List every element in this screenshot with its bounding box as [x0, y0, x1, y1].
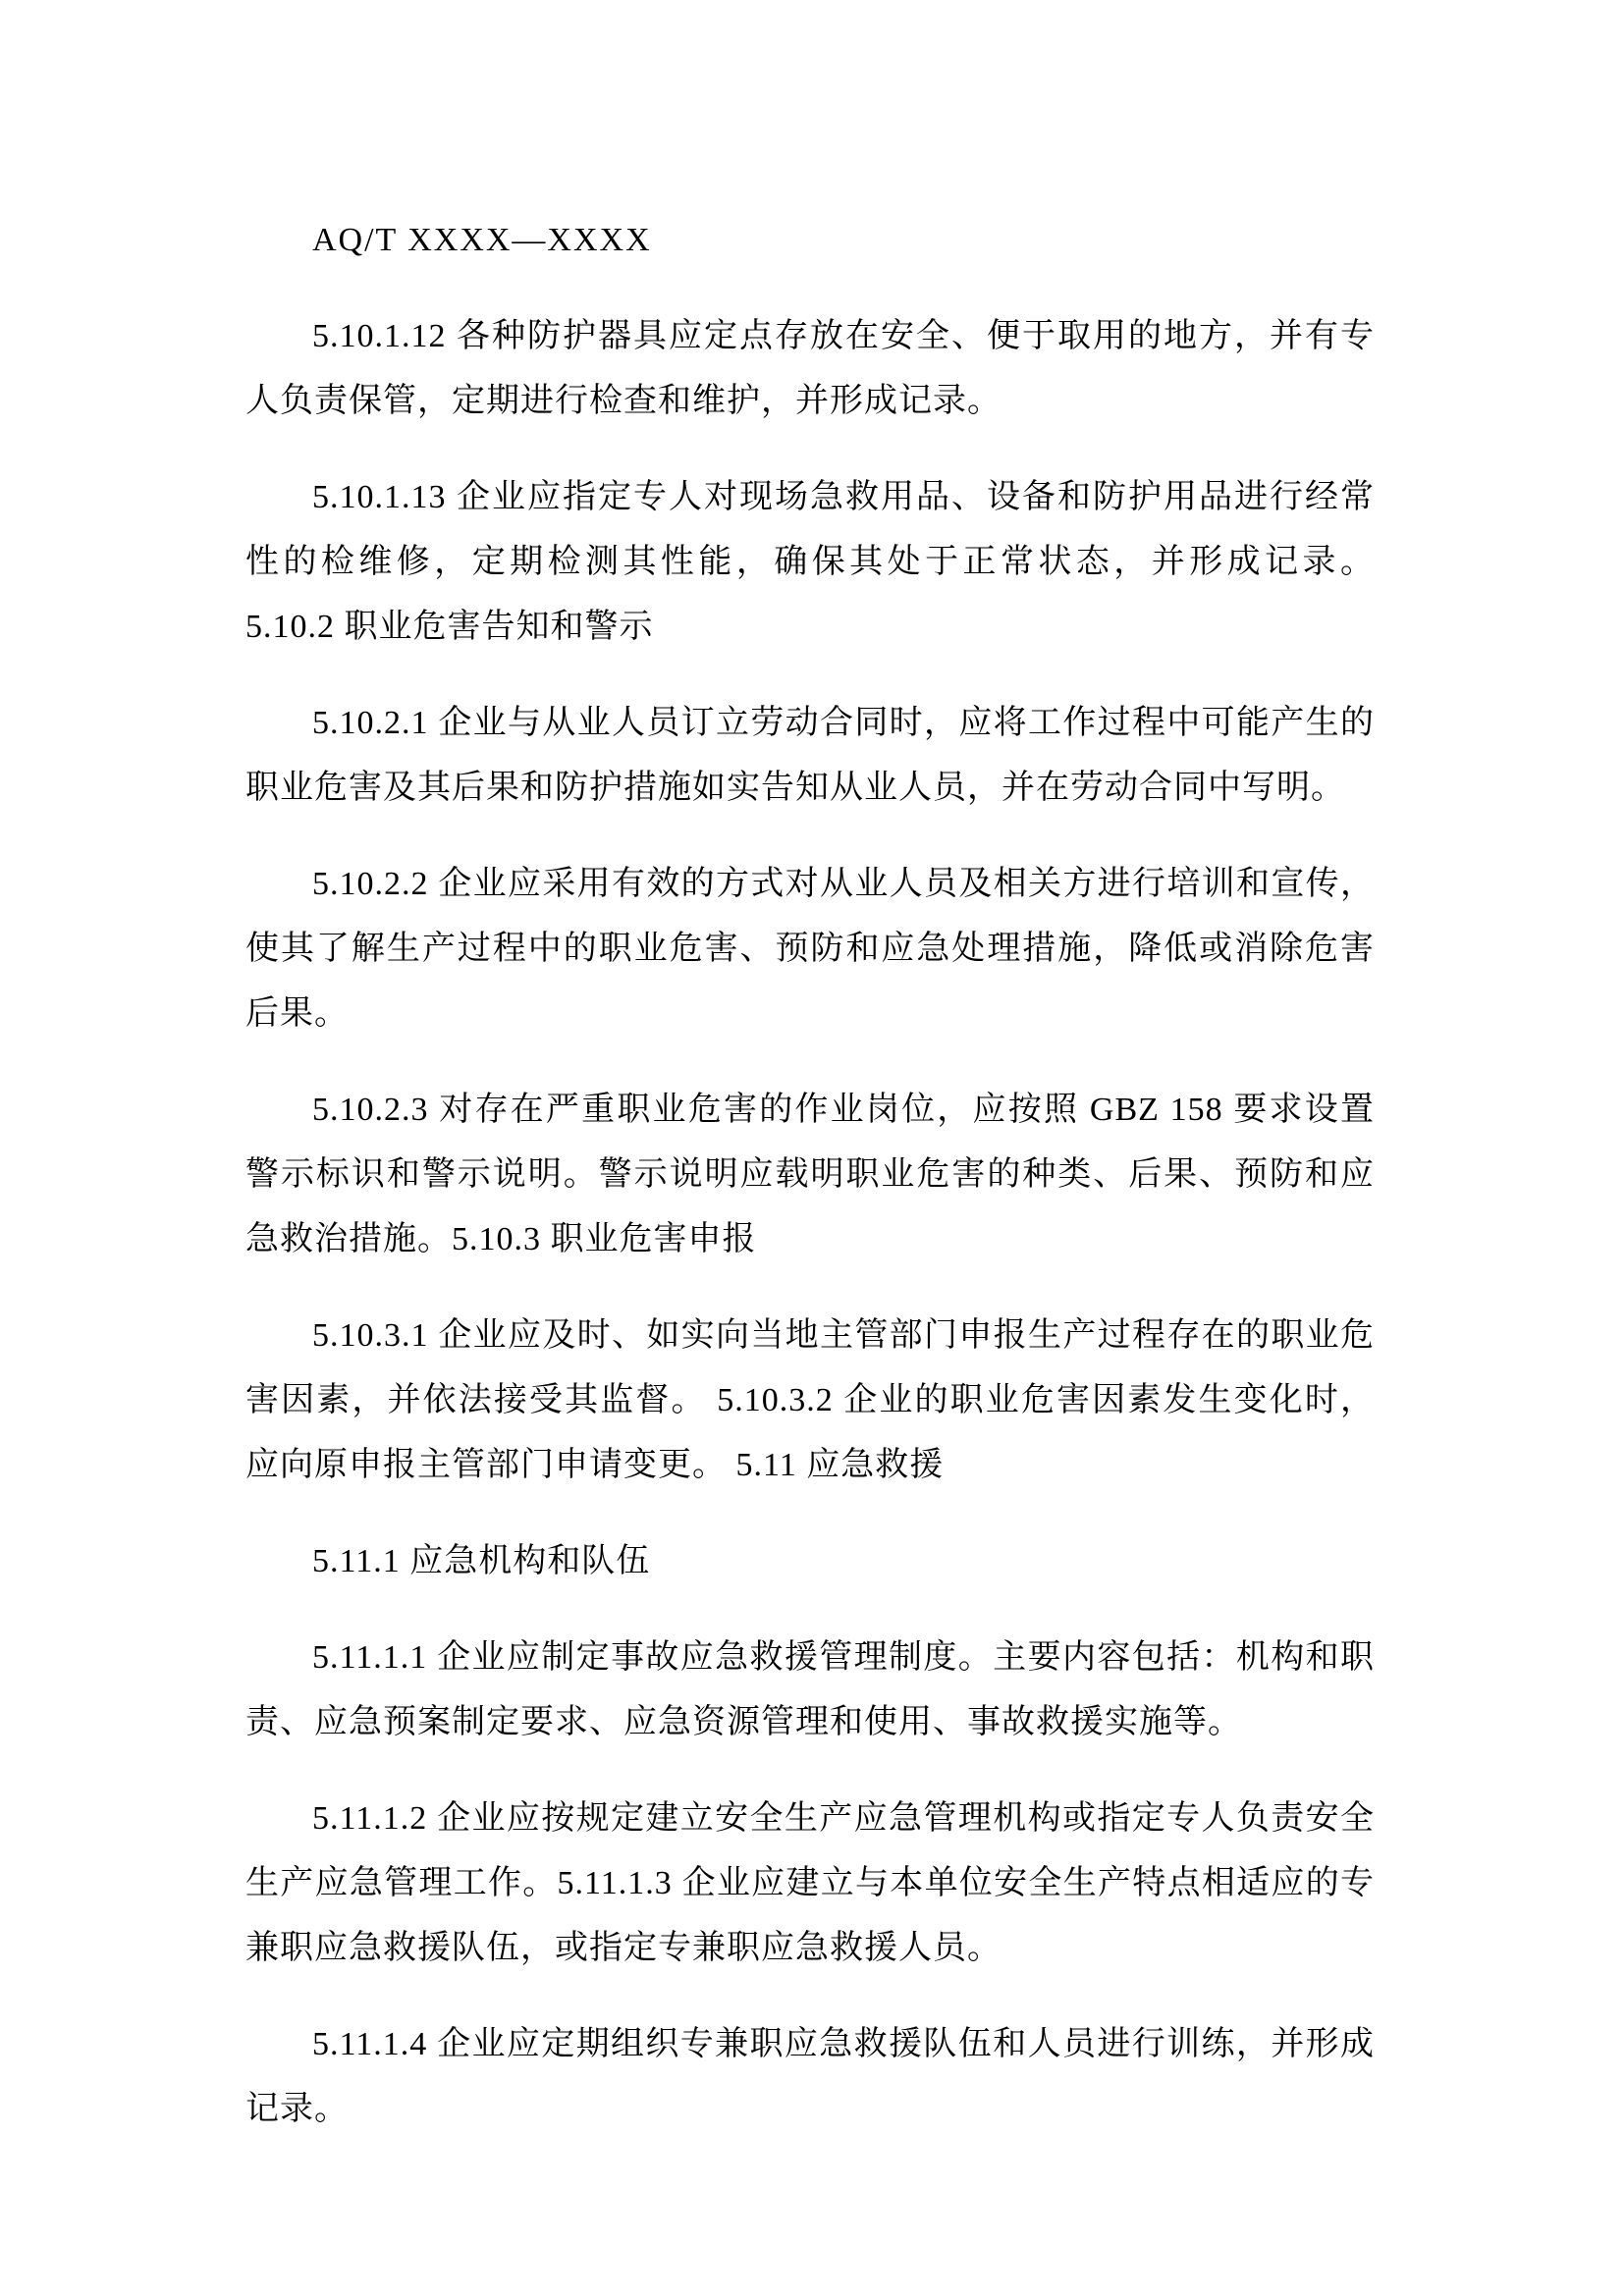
paragraph-5-10-1-13: 5.10.1.13 企业应指定专人对现场急救用品、设备和防护用品进行经常性的检维修，定期检测其性能，确保其处于正常状态，并形成记录。 5.10.2 职业危害告知和警示 [245, 479, 1375, 645]
paragraph-5-11-1-4: 5.11.1.4 企业应定期组织专兼职应急救援队伍和人员进行训练，并形成记录。 [245, 2026, 1375, 2127]
paragraph-5-10-2-3: 5.10.2.3 对存在严重职业危害的作业岗位，应按照 GBZ 158 要求设置警示标识和警示说明。警示说明应载明职业危害的种类、后果、预防和应急救治措施。5.10.3 职业危害申报 [245, 1092, 1375, 1257]
paragraph-5-10-2-1: 5.10.2.1 企业与从业人员订立劳动合同时，应将工作过程中可能产生的职业危害及其后果和防护措施如实告知从业人员，并在劳动合同中写明。 [245, 705, 1375, 806]
paragraph-5-10-3-1: 5.10.3.1 企业应及时、如实向当地主管部门申报生产过程存在的职业危害因素，并依法接受其监督。 5.10.3.2 企业的职业危害因素发生变化时，应向原申报主管部门申请变更。 5.11 应急救援 [245, 1317, 1375, 1483]
paragraph-5-10-1-12: 5.10.1.12 各种防护器具应定点存放在安全、便于取用的地方，并有专人负责保管，定期进行检查和维护，并形成记录。 [245, 318, 1375, 419]
paragraph-5-11-1-1: 5.11.1.1 企业应制定事故应急救援管理制度。主要内容包括：机构和职责、应急预案制定要求、应急资源管理和使用、事故救援实施等。 [245, 1639, 1375, 1740]
paragraph-5-11-1: 5.11.1 应急机构和队伍 [312, 1543, 651, 1579]
paragraph-5-10-2-2: 5.10.2.2 企业应采用有效的方式对从业人员及相关方进行培训和宣传，使其了解生产过程中的职业危害、预防和应急处理措施，降低或消除危害后果。 [245, 866, 1375, 1032]
paragraph-5-11-1-2: 5.11.1.2 企业应按规定建立安全生产应急管理机构或指定专人负责安全生产应急管理工作。5.11.1.3 企业应建立与本单位安全生产特点相适应的专兼职应急救援队伍，或指定专兼职应急救援人员。 [245, 1800, 1375, 1966]
document-number-header: AQ/T XXXX—XXXX [312, 222, 652, 258]
